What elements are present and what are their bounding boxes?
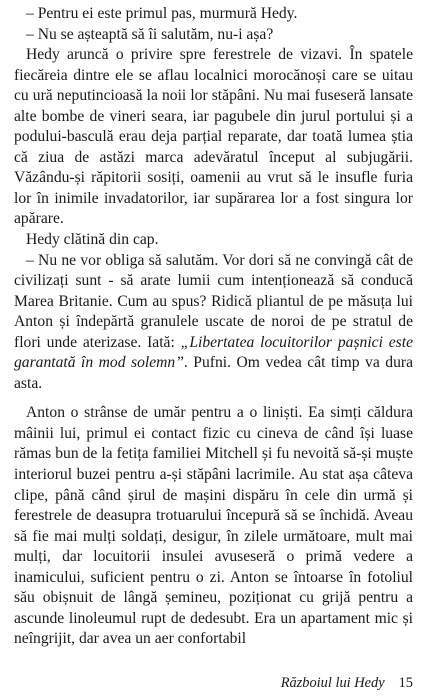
dialog-text: . Pufni. Om vedea cât timp va dura asta. xyxy=(14,354,413,392)
dialog-paragraph: – Nu se așteaptă să îi salutăm, nu-i așa? xyxy=(26,25,274,43)
dialog-paragraph xyxy=(14,251,413,395)
quoted-leaflet-text: „Libertatea locuitorilor pașnici este garantată în mod solemn” xyxy=(14,333,413,372)
narrative-paragraph: Hedy aruncă o privire spre ferestrele de vizavi. În spatele fiecăreia dintre ele se aflau localnici morocănoși care se uitau cu ură neputincioasă la noii lor stăpâni. Nu mai fuseseră lansate alte bombe de vineri seara, iar pagubele din jurul portului și a podului-basculă erau deja parțial reparate, dar toată lumea știa că ziua de astăzi marca adevăratul început al subjugării. Văzându-și răpitorii sosiți, oamenii au vrut să le insufle furia lor în inimile invadatorilor, iar supărarea lor a fost singura lor apărare. xyxy=(14,46,413,228)
running-book-title: Războiul lui Hedy xyxy=(280,675,385,691)
page-number: 15 xyxy=(398,675,413,691)
dialog-paragraph: – Pentru ei este primul pas, murmură Hedy. xyxy=(26,5,298,22)
dialog-text: – Nu ne vor obliga să salutăm. Vor dori să ne convingă cât de civilizați sunt - să arate lumii cum intenționează să conducă Marea Britanie. Cum au spus? Ridică pliantul de pe măsuța lui Anton și îndepărtă granulele uscate de noroi de pe stratul de flori unde aterizase. Iată: xyxy=(14,251,413,351)
narrative-paragraph: Anton o strânse de umăr pentru a o liniști. Ea simți căldura mâinii lui, primul ei contact fizic cu cineva de când își luase rămas bun de la fetița familiei Mitchell și fu nevoită să-și muște interiorul buzei pentru a-și stăpâni lacrimile. Au stat așa câteva clipe, până când șirul de mașini dispăru în cele din urmă și ferestrele de deasupra trotuarului începură să se închidă. Aveau să fie mai mulți soldați, desigur, în zilele următoare, mult mai mulți, dar locuitorii insulei avuseseră o primă vedere a inamicului, suficient pentru o zi. Anton se întoarse în fotoliul său obișnuit de lângă șemineu, poziționat cu grijă pentru a ascunde linoleumul rupt de dedesubt. Era un apartament mic și neîngrijit, dar avea un aer confortabil xyxy=(14,404,413,648)
narrative-paragraph: Hedy clătină din cap. xyxy=(26,231,159,249)
body-text xyxy=(14,4,413,650)
page-footer xyxy=(14,673,413,693)
